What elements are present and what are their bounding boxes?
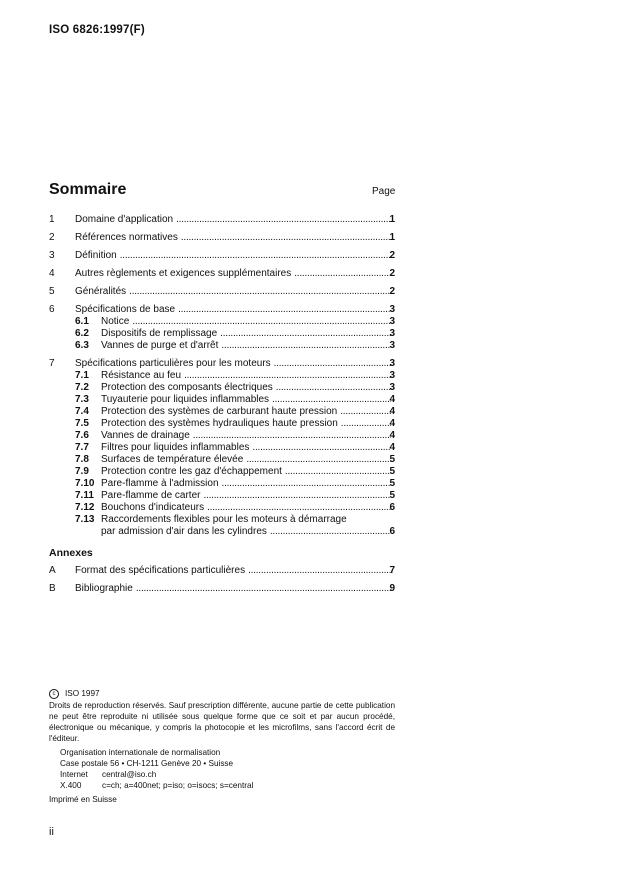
printed-in: Imprimé en Suisse [49,795,117,804]
toc-entry-page: 4 [389,394,395,405]
toc-subentry[interactable] [49,340,395,352]
annex-label: Bibliographie [75,583,133,594]
toc-entry-page: 1 [389,232,395,243]
annex-entry[interactable] [49,565,395,577]
toc-subentry[interactable] [49,430,395,442]
leader-dots [285,466,391,478]
toc-entry[interactable] [49,268,395,280]
toc-entry-page: 2 [389,286,395,297]
leader-dots [274,358,391,370]
toc-subentry[interactable] [49,382,395,394]
toc-entry-number: 7.6 [75,430,89,441]
leader-dots [176,214,391,226]
toc-subentry[interactable] [49,514,395,538]
toc-subentry[interactable] [49,466,395,478]
annexes-list [49,565,395,601]
leader-dots [136,583,391,595]
leader-dots [246,454,391,466]
toc-subentry[interactable] [49,490,395,502]
toc-entry-label: Protection contre les gaz d'échappement [101,466,282,477]
toc-subentry[interactable] [49,406,395,418]
toc-subentry[interactable] [49,478,395,490]
annex-page: 9 [389,583,395,594]
toc-entry-label: Spécifications de base [75,304,176,315]
toc-subentry[interactable] [49,328,395,340]
toc-entry-number: 2 [49,232,55,243]
toc-entry-number: 5 [49,286,55,297]
toc-entry-number: 7.10 [75,478,95,489]
table-of-contents [49,214,395,544]
toc-entry-page: 4 [389,406,395,417]
toc-entry-page: 3 [389,304,395,315]
leader-dots [272,394,391,406]
toc-entry-page: 6 [389,526,395,537]
toc-entry-number: 7.11 [75,490,94,501]
leader-dots [129,286,391,298]
page-number: ii [49,826,54,838]
toc-subentry[interactable] [49,370,395,382]
toc-entry-label: Notice [101,316,130,327]
toc-entry-page: 3 [389,340,395,351]
leader-dots [221,340,391,352]
toc-entry-label: Protection des composants électriques [101,382,273,393]
postal-address: Case postale 56 • CH-1211 Genève 20 • Suisse [60,759,234,768]
toc-entry-page: 3 [389,328,395,339]
toc-entry-label: Définition [75,250,117,261]
publisher-address [60,747,395,791]
toc-subentry[interactable] [49,316,395,328]
leader-dots [203,490,391,502]
toc-entry-number: 4 [49,268,55,279]
toc-entry-number: 7.4 [75,406,89,417]
toc-entry-label: Références normatives [75,232,178,243]
toc-entry-page: 5 [389,454,395,465]
toc-entry-number: 7.7 [75,442,89,453]
x400-address: c=ch; a=400net; p=iso; o=isocs; s=central [102,781,254,790]
toc-subentry[interactable] [49,394,395,406]
annex-page: 7 [389,565,395,576]
annex-label: Format des spécifications particulières [75,565,246,576]
leader-dots [181,232,391,244]
toc-entry-page: 3 [389,358,395,369]
toc-entry-label: Domaine d'application [75,214,174,225]
toc-entry-number: 6.2 [75,328,89,339]
toc-entry-label: Vannes de drainage [101,430,190,441]
toc-subentry[interactable] [49,418,395,430]
toc-subentry[interactable] [49,502,395,514]
toc-entry-page: 5 [389,478,395,489]
copyright-line: ISO 1997 [65,689,100,698]
annex-letter: B [49,583,56,594]
toc-entry-page: 4 [389,418,395,429]
org-name: Organisation internationale de normalisation [60,748,221,757]
toc-entry-page: 5 [389,466,395,477]
toc-entry-page: 2 [389,250,395,261]
toc-title: Sommaire [49,181,127,198]
copyright-notice: Droits de reproduction réservés. Sauf prescription différente, aucune partie de cette publication ne peut être reproduite ni utilisée sous quelque forme que ce soit et par aucun procédé, électronique ou mécanique, y compris la photocopie et les microfilms, sans l'accord écrit de l'éditeur. [49,701,395,743]
toc-page-column-label: Page [372,186,396,197]
annexes-heading: Annexes [49,547,93,559]
toc-entry-number: 1 [49,214,55,225]
toc-entry-number: 7.8 [75,454,89,465]
toc-entry-page: 2 [389,268,395,279]
toc-entry-label-continued: par admission d'air dans les cylindres [101,526,267,537]
toc-entry-label: Pare-flamme de carter [101,490,201,501]
toc-entry-page: 4 [389,442,395,453]
copyright-icon: c [49,689,59,699]
toc-entry-number: 7.1 [75,370,89,381]
toc-subentry[interactable] [49,442,395,454]
toc-entry-label: Pare-flamme à l'admission [101,478,219,489]
toc-entry-number: 7 [49,358,55,369]
internet-address[interactable]: central@iso.ch [102,770,157,779]
toc-entry[interactable] [49,358,395,370]
toc-entry-page: 5 [389,490,395,501]
toc-entry-page: 3 [389,316,395,327]
copyright-block [49,688,395,805]
toc-entry-page: 3 [389,370,395,381]
toc-entry-number: 6.3 [75,340,89,351]
toc-entry-page: 3 [389,382,395,393]
leader-dots [252,442,391,454]
leader-dots [184,370,391,382]
toc-entry[interactable] [49,250,395,262]
toc-entry-label: Protection des systèmes hydrauliques haute pression [101,418,338,429]
toc-entry[interactable] [49,232,395,244]
toc-entry-number: 3 [49,250,55,261]
toc-entry-number: 6 [49,304,55,315]
leader-dots [193,430,391,442]
toc-entry-number: 7.12 [75,502,95,513]
toc-entry-label: Résistance au feu [101,370,182,381]
toc-entry-label: Raccordements flexibles pour les moteurs à démarrage [101,514,347,525]
toc-entry-label: Protection des systèmes de carburant haute pression [101,406,338,417]
toc-entry-label: Tuyauterie pour liquides inflammables [101,394,270,405]
toc-entry-page: 1 [389,214,395,225]
toc-entry-page: 6 [389,502,395,513]
leader-dots [270,526,391,538]
toc-entry-page: 4 [389,430,395,441]
leader-dots [248,565,391,577]
toc-subentry[interactable] [49,454,395,466]
toc-entry[interactable] [49,286,395,298]
leader-dots [294,268,391,280]
toc-entry-number: 7.9 [75,466,89,477]
toc-entry-label: Autres règlements et exigences supplémentaires [75,268,292,279]
x400-key: X.400 [60,781,82,790]
toc-entry-label: Filtres pour liquides inflammables [101,442,250,453]
toc-entry-label: Bouchons d'indicateurs [101,502,205,513]
leader-dots [276,382,391,394]
toc-entry[interactable] [49,304,395,316]
leader-dots [220,328,391,340]
leader-dots [178,304,391,316]
toc-entry-label: Vannes de purge et d'arrêt [101,340,219,351]
internet-key: Internet [60,770,88,779]
toc-entry-number: 7.13 [75,514,95,525]
leader-dots [207,502,391,514]
leader-dots [132,316,391,328]
leader-dots [120,250,391,262]
toc-entry-label: Généralités [75,286,127,297]
toc-entry-label: Dispositifs de remplissage [101,328,218,339]
annex-letter: A [49,565,56,576]
toc-entry-number: 6.1 [75,316,89,327]
toc-entry[interactable] [49,214,395,226]
toc-entry-number: 7.2 [75,382,89,393]
toc-entry-number: 7.5 [75,418,89,429]
toc-entry-label: Spécifications particulières pour les moteurs [75,358,271,369]
annex-entry[interactable] [49,583,395,595]
document-identifier: ISO 6826:1997(F) [49,24,145,36]
leader-dots [222,478,391,490]
toc-entry-number: 7.3 [75,394,89,405]
toc-entry-label: Surfaces de température élevée [101,454,244,465]
